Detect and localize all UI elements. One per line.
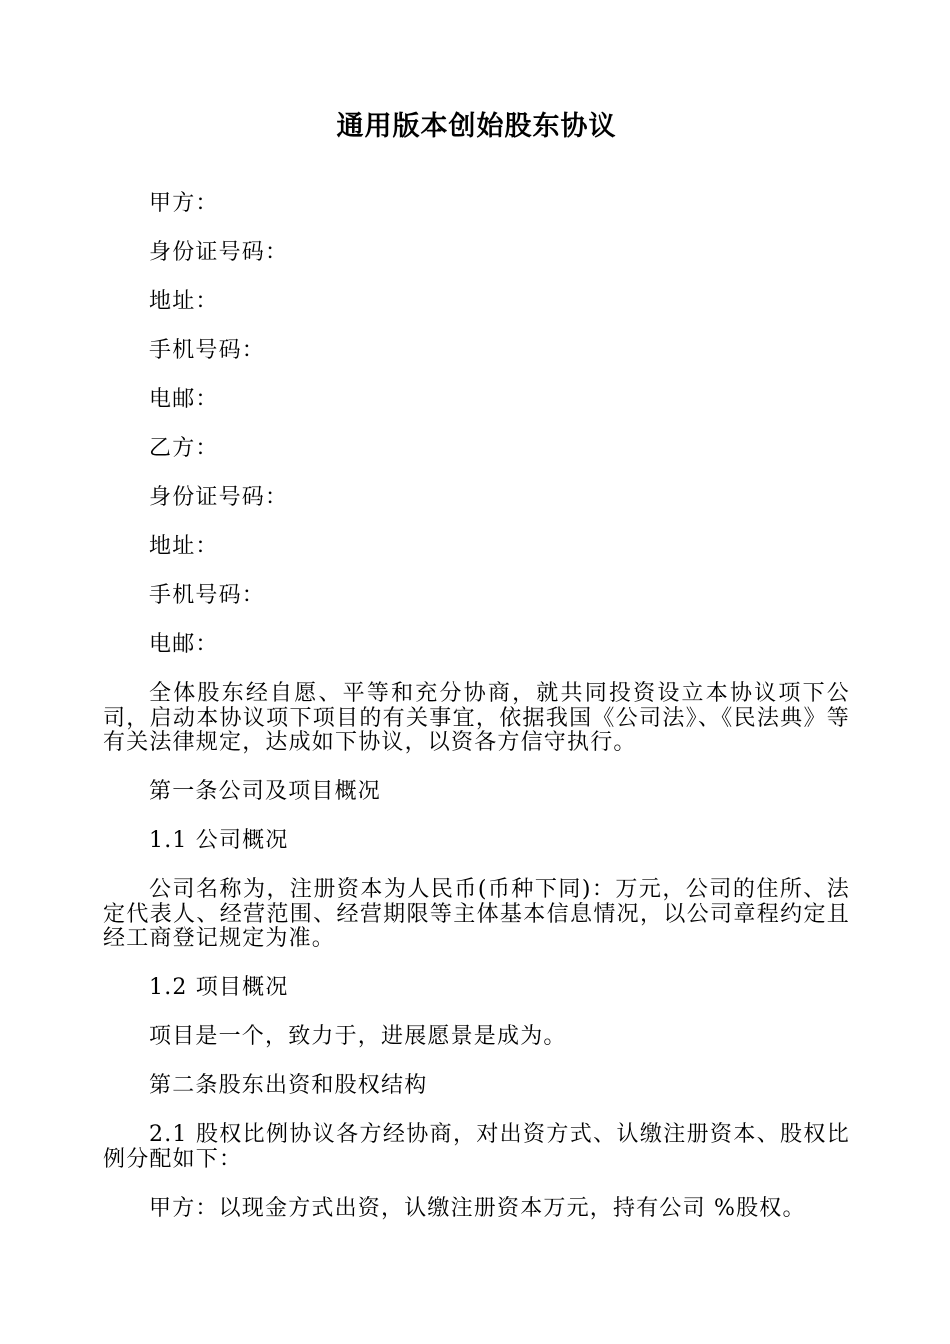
document-body xyxy=(103,192,850,1221)
section-1-1-paragraph: 公司名称为，注册资本为人民币(币种下同)：万元，公司的住所、法定代表人、经营范围、经营期限等主体基本信息情况，以公司章程约定且经工商登记规定为准。 xyxy=(103,877,850,951)
party-a-phone: 手机号码： xyxy=(149,338,266,363)
party-b-label: 乙方： xyxy=(149,436,219,461)
section-1-1-heading: 1.1 公司概况 xyxy=(149,828,289,853)
party-b-address: 地址： xyxy=(149,534,219,559)
party-b-id-number: 身份证号码： xyxy=(149,485,289,510)
article-2-heading: 第二条股东出资和股权结构 xyxy=(149,1073,428,1098)
section-1-2-heading: 1.2 项目概况 xyxy=(149,975,289,1000)
section-1-2-paragraph: 项目是一个，致力于，进展愿景是成为。 xyxy=(149,1024,567,1049)
document-title: 通用版本创始股东协议 xyxy=(336,111,617,142)
preamble-paragraph: 全体股东经自愿、平等和充分协商，就共同投资设立本协议项下公司，启动本协议项下项目的有关事宜，依据我国《公司法》、《民法典》等有关法律规定，达成如下协议，以资各方信守执行。 xyxy=(103,681,850,755)
party-a-address: 地址： xyxy=(149,289,219,314)
party-a-label: 甲方： xyxy=(149,191,219,216)
party-a-contribution: 甲方：以现金方式出资，认缴注册资本万元，持有公司 %股权。 xyxy=(149,1195,806,1221)
party-b-phone: 手机号码： xyxy=(149,583,266,608)
party-a-id-number: 身份证号码： xyxy=(149,240,289,265)
section-2-1-paragraph: 2.1 股权比例协议各方经协商，对出资方式、认缴注册资本、股权比例分配如下： xyxy=(103,1122,850,1172)
party-a-email: 电邮： xyxy=(149,387,219,412)
article-1-heading: 第一条公司及项目概况 xyxy=(149,779,382,804)
party-b-email: 电邮： xyxy=(149,632,219,657)
